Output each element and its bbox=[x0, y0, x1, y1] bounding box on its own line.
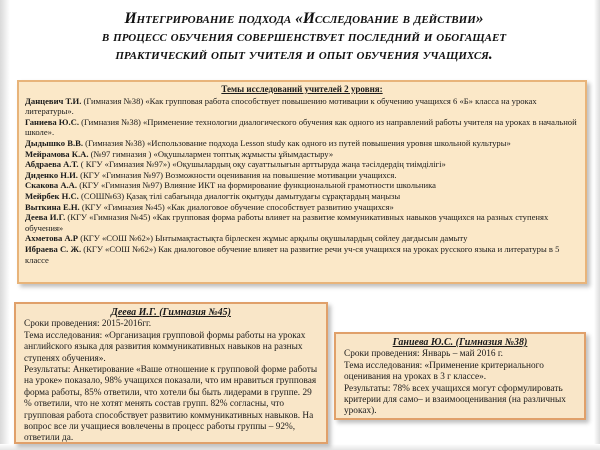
research-card-ganieva bbox=[334, 332, 586, 420]
research-card-deeva bbox=[14, 302, 328, 444]
topic-text: (КГУ «Гимназия №97) Возможности оценивания на повышение мотивации учащихся. bbox=[77, 169, 397, 180]
teacher-name: Выткина Е.Н. bbox=[25, 201, 80, 212]
topic-item bbox=[25, 233, 579, 244]
topic-item bbox=[25, 191, 579, 202]
heading-line-2: в процесс обучения совершенствует последний и обогащает bbox=[101, 28, 507, 45]
topic-text: (Гимназия №38) «Применение технологии диалогического обучения как одного из направлений работы учителя на уроках в начальной школе». bbox=[25, 116, 577, 138]
card-title: Ганиева Ю.С. (Гимназия №38) bbox=[392, 337, 528, 348]
card-results: Результаты: Анкетирование «Ваше отношение к групповой форме работы на уроке» показало, 98% учащихся показали, что им нравиться групповая форма работы, 85% ответили, что хотели бы быть лидерами в группе. 29 % ответили, что не хотят менять состав групп. 82% согласны, что групповая работа способствует развитию коммуникативных навыков. На вопрос все ли учащиеся вовлечены в процесс работы группы – 92%, ответили да. bbox=[24, 365, 318, 444]
teacher-name: Ганиева Ю.С. bbox=[25, 116, 79, 127]
topic-item bbox=[25, 117, 579, 138]
topic-text: (КГУ «СОШ №62») Как диалоговое обучение влияет на развитие речи уч-ся учащихся на уроках русского языка и литературы в 5 классе bbox=[25, 243, 560, 265]
topic-item bbox=[25, 202, 579, 213]
research-topics-box bbox=[17, 80, 587, 284]
left-edge-shadow bbox=[0, 0, 10, 450]
topic-text: (КГУ «Гимназия №97) Влияние ИКТ на формирование функциональной грамотности школьника bbox=[77, 180, 436, 191]
topic-item bbox=[25, 212, 579, 233]
card-dates: Сроки проведения: Январь – май 2016 г. bbox=[344, 349, 503, 360]
topic-item bbox=[25, 170, 579, 181]
topic-item bbox=[25, 180, 579, 191]
teacher-name: Абдраева А.Т. bbox=[25, 159, 79, 170]
card-topic: Тема исследования: «Организация групповой формы работы на уроках английского языка для развития коммуникативных навыков на разных ступенях обучения». bbox=[24, 330, 306, 364]
topic-text: (КГУ «СОШ №62») Ынтымақтастықта бірлескен жұмыс арқылы оқушылардың сөйлеу дағдысын дамыту bbox=[78, 233, 468, 244]
topic-text: (Гимназия №38) «Как групповая работа способствует повышению мотивации к обучению учащихся 6 «Б» класса на уроках литературы». bbox=[25, 95, 537, 117]
slide-heading bbox=[24, 10, 584, 64]
teacher-name: Деева И.Г. bbox=[25, 212, 66, 223]
topic-text: (СОШ№63) Қазақ тілі сабағында диалогтік оқытуды дамытудағы сұрақтардың маңызы bbox=[78, 190, 401, 201]
teacher-name: Данцевич Т.И. bbox=[25, 95, 82, 106]
topic-text: (№97 гимназия ) «Оқушылармен топтық жұмысты ұйымдастыру» bbox=[88, 148, 334, 159]
card-topic: Тема исследования: «Применение критериального оценивания на уроках в 3 г классе». bbox=[344, 360, 544, 383]
teacher-name: Скакова А.А. bbox=[25, 180, 78, 191]
topic-item bbox=[25, 96, 579, 117]
teacher-name: Мейрамова К.А. bbox=[25, 148, 89, 159]
teacher-name: Ибраева С. Ж. bbox=[25, 243, 82, 254]
teacher-name: Дыдышко В.В. bbox=[25, 137, 83, 148]
bottom-edge-shadow bbox=[0, 444, 600, 450]
topic-item bbox=[25, 159, 579, 170]
card-title: Деева И.Г. (Гимназия №45) bbox=[111, 307, 231, 318]
topic-item bbox=[25, 244, 579, 265]
teacher-name: Ахметова А.Р bbox=[25, 233, 79, 244]
topic-text: (КГУ «Гимназия №45) «Как групповая форма работы влияет на развитие коммуникативных навыков учащихся на разных ступенях обучения» bbox=[25, 212, 549, 233]
heading-line-1: Интегрирование подхода «Исследование в действии» bbox=[124, 10, 484, 27]
heading-line-3: практический опыт учителя и опыт обучения учащихся. bbox=[115, 46, 493, 63]
topics-title: Темы исследований учителей 2 уровня: bbox=[221, 84, 383, 94]
card-results: Результаты: 78% всех учащихся могут сформулировать критерии для само– и взаимооценивания (на различных уроках). bbox=[344, 383, 566, 417]
topic-text: (КГУ «Гимназия №45) «Как диалоговое обучение способствует развитию учащихся» bbox=[79, 201, 394, 212]
topic-item bbox=[25, 138, 579, 149]
teacher-name: Диденко Н.И. bbox=[25, 169, 78, 180]
right-edge-shadow bbox=[594, 0, 600, 450]
topic-text: (Гимназия №38) «Использование подхода Lesson study как одного из путей повышения уровня школьной культуры» bbox=[82, 137, 511, 148]
topic-text: ( КГУ «Гимназия №97») «Оқушылардың оқу сауаттылығын арттыруда жаңа тәсілдердің тиімділігі» bbox=[78, 159, 446, 170]
teacher-name: Мейрбек Н.С. bbox=[25, 190, 79, 201]
card-dates: Сроки проведения: 2015-2016гг. bbox=[24, 319, 152, 330]
topic-item bbox=[25, 149, 579, 160]
